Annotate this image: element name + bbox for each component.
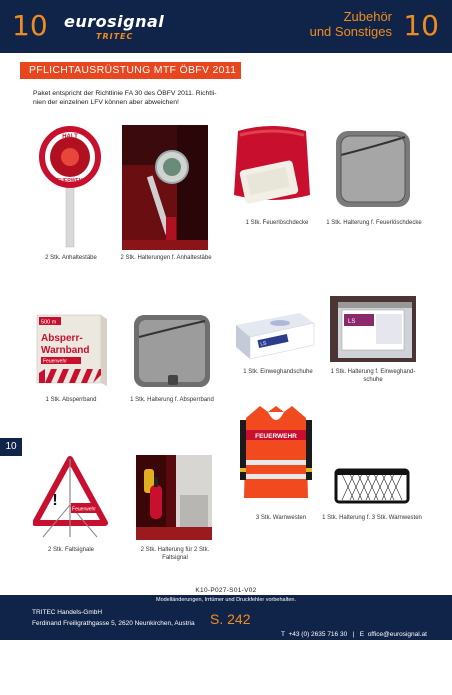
page-number: S. 242 [210, 611, 251, 627]
gloves-holder-photo [330, 296, 416, 362]
article-number: K10-P027-S01-V02 [195, 587, 257, 594]
caption-einweghandschuhe: 1 Stk. Einweghandschuhe [243, 369, 313, 375]
phone-number: T +43 (0) 2635 716 30 [281, 631, 348, 638]
gloves-brand-text: LS [259, 340, 268, 348]
website-link[interactable]: W www.eurosignal.at [359, 664, 423, 671]
fire-blanket-photo [228, 125, 316, 213]
tape-holder-photo [128, 311, 216, 391]
page-footer [0, 595, 452, 671]
paddle-holder-photo [122, 125, 208, 250]
tape-length-text: 500 m [41, 319, 57, 326]
caption-halterung-einweghandschuhe [326, 368, 420, 384]
caption-halterung-einweghandschuhe-line1: 1 Stk. Halterung f. Einweghand- [330, 369, 416, 375]
caption-feuerloeschdecke: 1 Stk. Feuerlöschdecke [245, 220, 309, 226]
intro-line-1: Paket entspricht der Richtlinie FA 30 des ÖBFV 2011. Richtli- [33, 90, 217, 97]
company-address [32, 607, 195, 629]
paddle-feuerwehr-text: FEUERWEHR [53, 178, 87, 184]
separator: | [352, 664, 355, 671]
company-name: TRITEC Handels-GmbH [32, 609, 103, 616]
sign-holder-photo [136, 455, 212, 540]
caption-halterung-faltsignal-line1: 2 Stk. Halterung für 2 Stk. [140, 547, 210, 553]
caption-anhaltestaebe: 2 Stk. Anhaltestäbe [45, 255, 97, 261]
page-header [0, 0, 452, 53]
vest-text: FEUERWEHR [255, 433, 297, 440]
contact-block [281, 607, 427, 695]
chapter-number-left: 10 [12, 9, 48, 42]
section-title-bar [20, 62, 241, 79]
sign-text: Feuerwehr [72, 506, 96, 513]
chapter-title [310, 9, 392, 39]
warning-vest-photo [240, 398, 312, 508]
chapter-title-line1: Zubehör [343, 9, 392, 24]
caption-warnwesten: 3 Stk. Warnwesten [255, 515, 307, 521]
eurosignal-logo: eurosignal [64, 12, 165, 31]
chapter-title-line2: und Sonstiges [309, 24, 392, 39]
svg-text:!: ! [52, 492, 58, 509]
intro-text [33, 89, 233, 107]
caption-halterung-absperrband: 1 Stk. Halterung f. Absperrband [130, 397, 214, 403]
chapter-number-right: 10 [403, 9, 439, 42]
gloves-holder-brand-text: LS [348, 319, 356, 325]
blanket-holder-photo [330, 125, 416, 213]
caption-faltsignale: 2 Stk. Faltsignale [47, 547, 95, 553]
tape-line2: Warnband [41, 345, 90, 356]
barrier-tape-photo [33, 311, 108, 386]
section-title: PFLICHTAUSRÜSTUNG MTF ÖBFV 2011 [29, 64, 237, 76]
caption-absperrband: 1 Stk. Absperrband [45, 397, 97, 403]
caption-halterung-einweghandschuhe-line2: schuhe [363, 377, 383, 383]
stop-paddle-photo [33, 125, 108, 250]
tape-line1: Absperr- [41, 333, 83, 344]
company-street: Ferdinand Freiligrathgasse 5, 2620 Neunkirchen, Austria [32, 620, 195, 627]
gloves-box-photo [230, 303, 318, 363]
intro-line-2: nien der einzelnen LFV können aber abweichen! [33, 99, 179, 106]
caption-halterungen-anhaltestaebe: 2 Stk. Halterungen f. Anhaltestäbe [120, 255, 212, 261]
caption-halterung-warnwesten: 1 Stk. Halterung f. 3 Stk. Warnwesten [322, 515, 422, 521]
chapter-side-tab: 10 [0, 438, 22, 456]
disclaimer: Modelländerungen, Irrtümer und Druckfehler vorbehalten. [155, 597, 297, 603]
paddle-halt-text: HALT [62, 134, 78, 140]
caption-halterung-faltsignal-line2: Faltsignal [162, 555, 188, 561]
caption-halterung-feuerloeschdecke: 1 Stk. Halterung f. Feuerlöschdecke [326, 220, 422, 226]
tape-line3: Feuerwehr [43, 358, 67, 365]
email-link[interactable]: E office@eurosignal.at [359, 631, 427, 638]
logo-subtitle: TRITEC [96, 32, 134, 41]
separator: | [352, 631, 355, 638]
folding-sign-photo [33, 455, 108, 540]
fax-number: F +43 (0) 2635 716 31 [281, 664, 348, 671]
vest-net-photo [334, 466, 410, 506]
caption-halterung-faltsignal [130, 546, 220, 562]
